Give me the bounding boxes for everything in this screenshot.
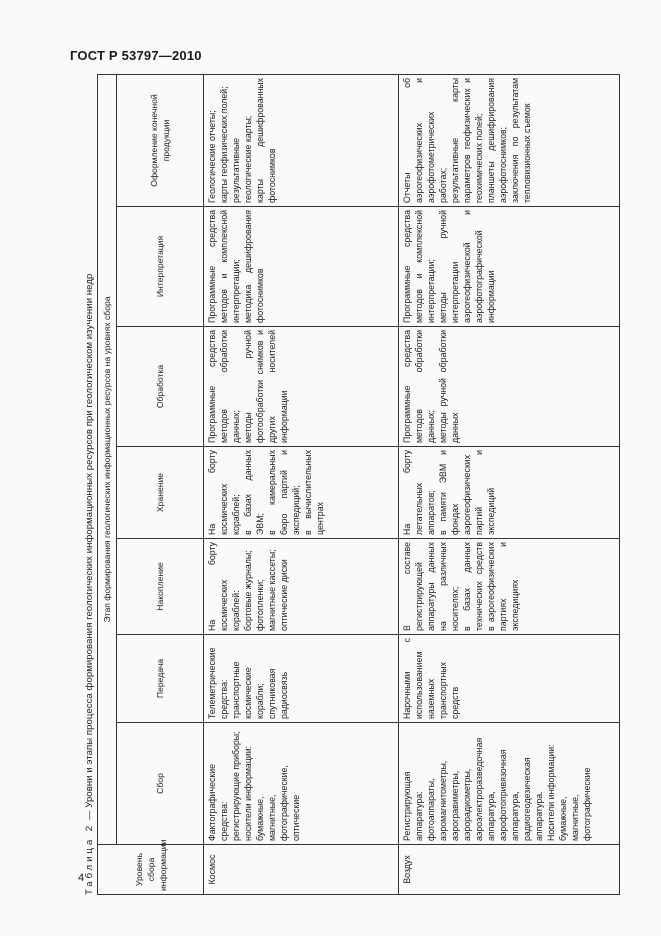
levels-stages-table — [97, 74, 620, 895]
table-row — [399, 74, 620, 894]
table-cell — [204, 723, 399, 845]
table-cell — [399, 635, 620, 723]
table-row — [204, 74, 399, 894]
column-header: Интерпретация — [117, 207, 204, 327]
cell-line: оптические диски — [279, 559, 289, 631]
column-headers — [117, 74, 204, 894]
cell-line: Программные средства методов и комплексной интерпретации; — [207, 210, 241, 323]
cell-line: Программные средства методов и комплексной интерпретации; — [402, 210, 436, 323]
cell-line: На борту космических кораблей; — [207, 450, 241, 535]
cell-line: методы ручной интерпретации аэрогеофизической и аэрофотографической информации — [438, 210, 496, 323]
cell-line: результативные карты параметров геофизических и геохимических полей; — [450, 77, 484, 203]
column-header: Обработка — [117, 327, 204, 447]
table-cell — [399, 207, 620, 327]
cell-line: Программные средства методов обработки данных; — [207, 330, 241, 443]
cell-line: бумажные, — [255, 796, 265, 841]
cell-line: карты геофизических полей; — [219, 86, 229, 203]
cell-line: фотографические — [582, 767, 592, 841]
cell-line: аэрогравиметры, — [450, 770, 460, 841]
table-cell — [399, 327, 620, 447]
table-cell — [204, 635, 399, 723]
table-cell — [204, 539, 399, 635]
table-cell — [204, 74, 399, 206]
cell-line: магнитные кассеты; — [267, 549, 277, 631]
cell-line: результативные геологические карты; — [231, 115, 253, 203]
table-cell — [399, 723, 620, 845]
table-cell — [399, 447, 620, 539]
column-header: Сбор — [117, 723, 204, 845]
page-number: 4 — [78, 872, 85, 884]
cell-line: бортовые журналы; — [243, 550, 253, 631]
column-header: Хранение — [117, 447, 204, 539]
cell-line: карты дешифрованных фотоснимков — [255, 77, 277, 203]
cell-line: регистрирующие приборы; — [231, 731, 241, 841]
cell-line: фотографические, — [279, 765, 289, 841]
cell-line: Нарочными с использованием наземных транспортных средств — [402, 638, 460, 719]
cell-line: На борту летательных аппаратов; — [402, 450, 436, 535]
cell-line: бумажные, — [558, 796, 568, 841]
stage-header: Этап формирования геологических информационных ресурсов на уровнях сбора — [98, 74, 117, 844]
column-header: Оформление конечной продукции — [117, 74, 204, 206]
table-cell — [399, 74, 620, 206]
cell-line: На борту космических кораблей: — [207, 542, 241, 631]
cell-line: аэрофотопривязочная аппаратура, — [498, 749, 520, 841]
level-cell: Космос — [204, 845, 399, 895]
cell-line: фотоаппараты, — [426, 778, 436, 841]
cell-line: заключения по результатам тепловизионных съемок — [510, 77, 532, 203]
rotated-table-container — [84, 75, 619, 895]
cell-line: транспортные космические корабли; — [231, 661, 265, 719]
column-header: Накопление — [117, 539, 204, 635]
cell-line: магнитные, — [570, 794, 580, 841]
cell-line: планшеты дешифрирования аэрофотоснимков; — [486, 77, 508, 203]
cell-line: фотопленки; — [255, 579, 265, 631]
cell-line: Программные средства методов обработки данных; — [402, 330, 436, 443]
column-header: Передача — [117, 635, 204, 723]
cell-line: Носители информации: — [546, 744, 556, 841]
cell-line: Геологические отчеты; — [207, 110, 217, 203]
cell-line: аэромагнитометры, — [438, 760, 448, 841]
cell-line: радиогеодезическая аппаратура. — [522, 757, 544, 841]
cell-line: В составе регистрирующей аппаратуры данных на различных носителях; — [402, 542, 460, 631]
table-cell — [204, 447, 399, 539]
table-caption — [84, 75, 95, 895]
cell-line: носители информации: — [243, 745, 253, 841]
cell-line: аэрорадиометры, — [462, 768, 472, 841]
cell-line: Регистрирующая аппаратура: — [402, 771, 424, 841]
cell-line: методика дешифрования фотоснимков — [243, 210, 265, 323]
cell-line: магнитные, — [267, 794, 277, 841]
cell-line: в базах данных ЭВМ; — [243, 450, 265, 535]
caption-label: Таблица 2 — [84, 822, 95, 895]
cell-line: в памяти ЭВМ и фондах аэрогеофизических партий и экспедиций — [438, 450, 496, 535]
table-cell — [204, 327, 399, 447]
caption-text: — Уровни и этапы процесса формирования геологических информационных ресурсов при геологическом изучении недр — [84, 273, 95, 823]
cell-line: Телеметрические средства: — [207, 647, 229, 719]
cell-line: методы ручной обработки данных — [438, 330, 460, 443]
cell-line: в камеральных бюро партий и экспедиций; — [267, 450, 301, 535]
cell-line: оптические — [291, 794, 301, 841]
cell-line: в вычислительных центрах — [303, 450, 325, 535]
level-header: Уровень сбора информации — [98, 845, 204, 895]
cell-line: аэроэлектроразведочная аппаратура, — [474, 737, 496, 841]
cell-line: Отчеты об аэрогеофизических и аэрофотометрических работах; — [402, 77, 448, 203]
level-cell: Воздух — [399, 845, 620, 895]
cell-line: в базах данных технических средств в аэрогеофизических партиях и экспедициях — [462, 542, 520, 631]
cell-line: Фактографические средства: — [207, 763, 229, 841]
table-cell — [399, 539, 620, 635]
cell-line: методы ручной фотообработки снимков и других носителей информации — [243, 330, 289, 443]
document-header: ГОСТ Р 53797—2010 — [70, 48, 202, 63]
cell-line: спутниковая радиосвязь — [267, 668, 289, 719]
table-cell — [204, 207, 399, 327]
